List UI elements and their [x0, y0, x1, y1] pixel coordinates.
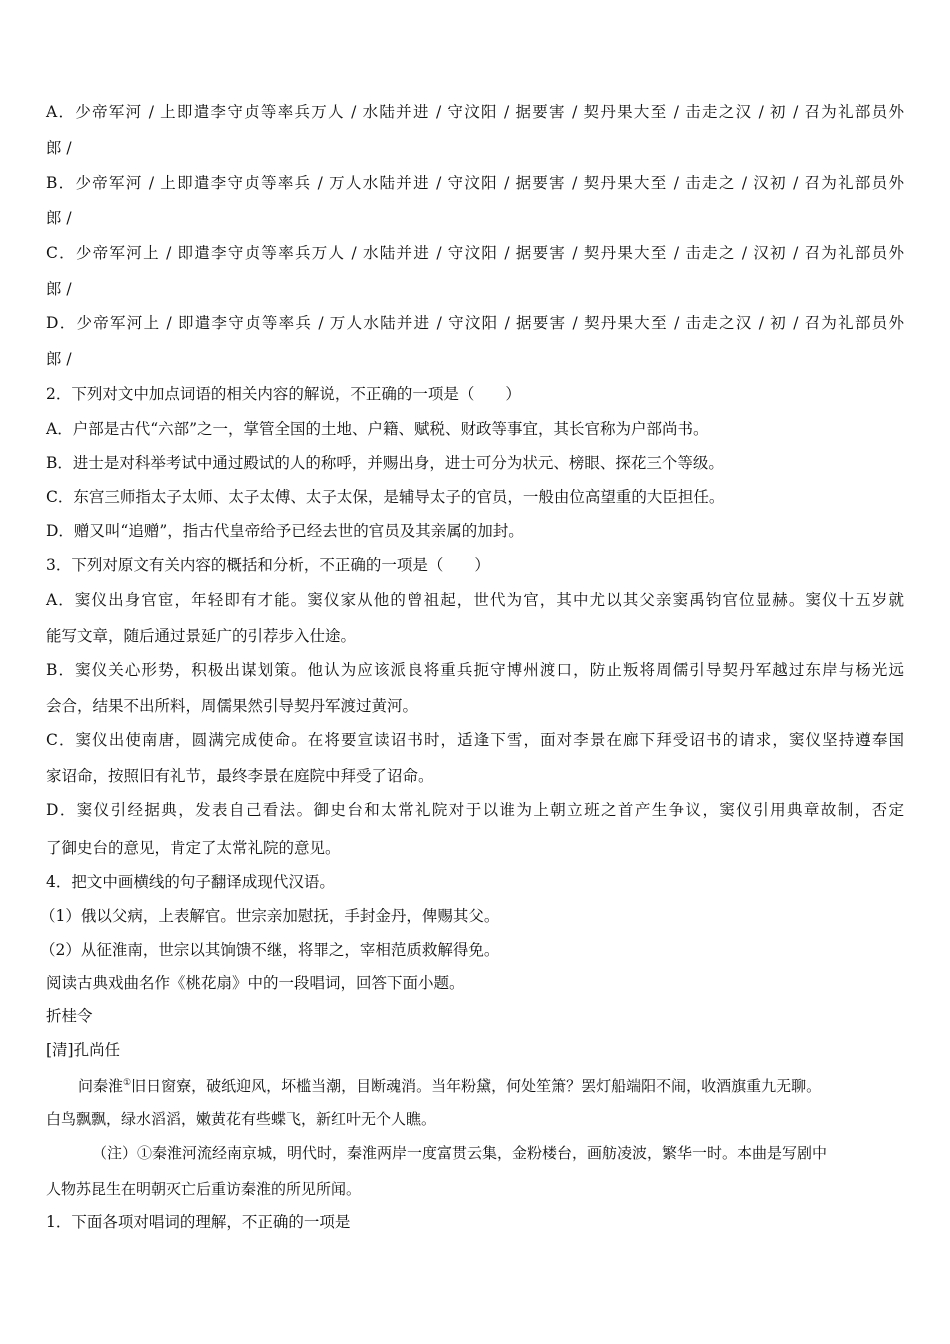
- poem-intro: 阅读古典戏曲名作《桃花扇》中的一段唱词，回答下面小题。: [46, 974, 465, 992]
- q1-option-b-line1: B．少帝军河 / 上即遣李守贞等率兵 / 万人水陆并进 / 守汶阳 / 据要害 / 契丹果大至 / 击走之 / 汉初 / 召为礼部员外: [46, 174, 904, 192]
- q2-option-c: C．东宫三师指太子太师、太子太傅、太子太保，是辅导太子的官员，一般由位高望重的大臣担任。: [46, 488, 725, 506]
- q3-option-d-line1: D．窦仪引经据典，发表自己看法。御史台和太常礼院对于以谁为上朝立班之首产生争议，窦仪引用典章故制，否定: [46, 801, 904, 819]
- q1-option-c-line1: C．少帝军河上 / 即遣李守贞等率兵万人 / 水陆并进 / 守汶阳 / 据要害 / 契丹果大至 / 击走之 / 汉初 / 召为礼部员外: [46, 244, 904, 262]
- q3-option-a-line1: A．窦仪出身官宦，年轻即有才能。窦仪家从他的曾祖起，世代为官，其中尤以其父亲窦禹钧官位显赫。窦仪十五岁就: [46, 591, 904, 609]
- q1-option-a-line1: A．少帝军河 / 上即遣李守贞等率兵万人 / 水陆并进 / 守汶阳 / 据要害 / 契丹果大至 / 击走之汉 / 初 / 召为礼部员外: [46, 103, 904, 121]
- poem-question-1: 1．下面各项对唱词的理解，不正确的一项是: [46, 1213, 351, 1231]
- q3-option-a-line2: 能写文章，随后通过景延广的引荐步入仕途。: [46, 627, 357, 645]
- poem-line-1: [78, 1073, 821, 1096]
- q1-option-c-line2: 郎 /: [46, 280, 72, 298]
- footnote-marker: ①: [123, 1078, 132, 1088]
- q4-stem: 4．把文中画横线的句子翻译成现代汉语。: [46, 873, 335, 891]
- poem-line-2: 白鸟飘飘，绿水滔滔，嫩黄花有些蝶飞，新红叶无个人瞧。: [46, 1110, 437, 1128]
- poem-note-line1: （注）①秦淮河流经南京城，明代时，秦淮两岸一度富贯云集，金粉楼台，画舫凌波，繁华一时。本曲是写剧中: [92, 1144, 828, 1162]
- poem-line-1a: 问秦淮: [78, 1077, 124, 1095]
- q1-option-b-line2: 郎 /: [46, 209, 72, 227]
- poem-line-1b: 旧日窗寮，破纸迎风，坏槛当潮，目断魂消。当年粉黛，何处笙箫？罢灯船端阳不闹，收酒旗重九无聊。: [131, 1077, 822, 1095]
- q2-option-d: D．赠又叫“追赠”，指古代皇帝给予已经去世的官员及其亲属的加封。: [46, 522, 524, 540]
- poem-note-line2: 人物苏昆生在明朝灭亡后重访秦淮的所见所闻。: [46, 1180, 362, 1198]
- q2-option-a: A．户部是古代“六部”之一，掌管全国的土地、户籍、赋税、财政等事宜，其长官称为户部尚书。: [46, 420, 709, 438]
- q3-option-b-line2: 会合，结果不出所料，周儒果然引导契丹军渡过黄河。: [46, 697, 419, 715]
- q2-option-b: B．进士是对科举考试中通过殿试的人的称呼，并赐出身，进士可分为状元、榜眼、探花三个等级。: [46, 454, 724, 472]
- q1-option-a-line2: 郎 /: [46, 139, 72, 157]
- q3-option-d-line2: 了御史台的意见，肯定了太常礼院的意见。: [46, 839, 341, 857]
- q3-option-b-line1: B．窦仪关心形势，积极出谋划策。他认为应该派良将重兵扼守博州渡口，防止叛将周儒引导契丹军越过东岸与杨光远: [46, 661, 904, 679]
- q1-option-d-line2: 郎 /: [46, 350, 72, 368]
- q3-stem: 3．下列对原文有关内容的概括和分析，不正确的一项是（ ）: [46, 556, 490, 574]
- q1-option-d-line1: D．少帝军河上 / 即遣李守贞等率兵 / 万人水陆并进 / 守汶阳 / 据要害 / 契丹果大至 / 击走之汉 / 初 / 召为礼部员外: [46, 314, 904, 332]
- poem-author: [清]孔尚任: [46, 1041, 121, 1059]
- q2-stem: 2．下列对文中加点词语的相关内容的解说，不正确的一项是（ ）: [46, 385, 521, 403]
- q4-item-2: （2）从征淮南，世宗以其饷馈不继，将罪之，宰相范质救解得免。: [40, 941, 500, 959]
- q4-item-1: （1）俄以父病，上表解官。世宗亲加慰抚，手封金丹，俾赐其父。: [40, 907, 500, 925]
- q3-option-c-line2: 家诏命，按照旧有礼节，最终李景在庭院中拜受了诏命。: [46, 767, 434, 785]
- poem-title: 折桂令: [46, 1007, 93, 1025]
- q3-option-c-line1: C．窦仪出使南唐，圆满完成使命。在将要宣读诏书时，适逢下雪，面对李景在廊下拜受诏书的请求，窦仪坚持遵奉国: [46, 731, 904, 749]
